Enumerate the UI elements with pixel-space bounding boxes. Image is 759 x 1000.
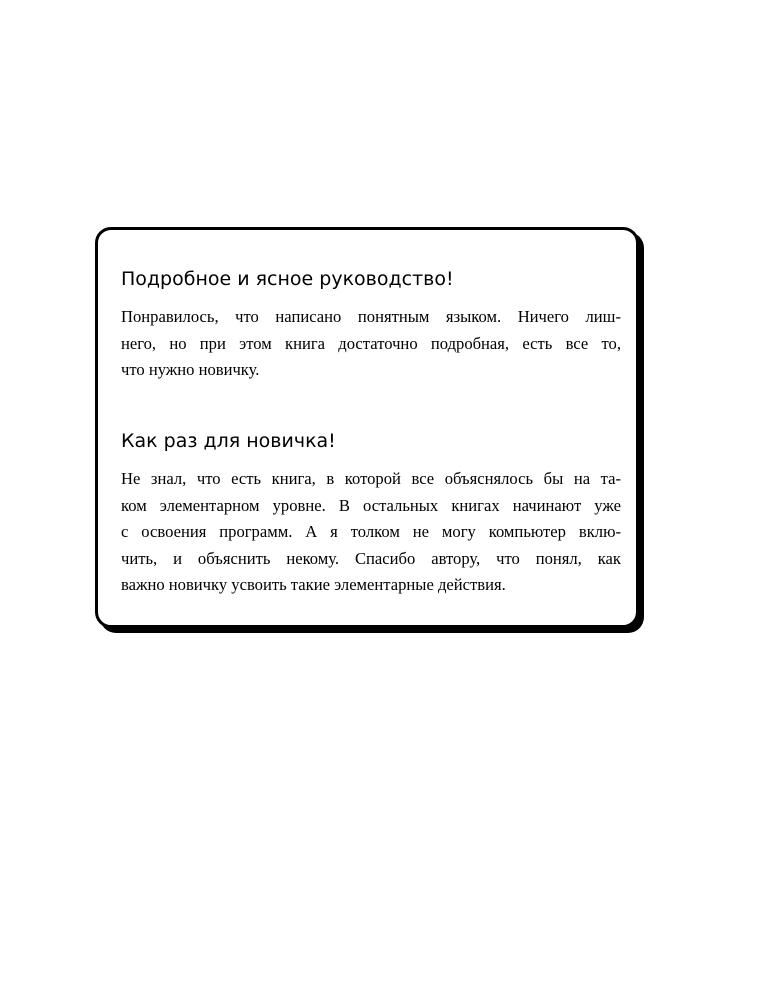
reviews-box xyxy=(95,227,639,628)
review-text xyxy=(121,304,621,384)
review-text xyxy=(121,466,621,599)
review-text-line: чить, и объяснить некому. Спасибо автору, что понял, как xyxy=(121,548,621,568)
review-title: Подробное и ясное руководство! xyxy=(121,268,454,290)
review-1 xyxy=(121,266,621,384)
review-text-line: что нужно новичку. xyxy=(121,360,260,379)
review-text-line: с освоения программ. А я толком не могу компьютер вклю- xyxy=(121,522,621,541)
review-text-line: Понравилось, что написано понятным языком. Ничего лиш- xyxy=(121,307,621,326)
review-text-line: ком элементарном уровне. В остальных книгах начинают уже xyxy=(121,495,621,515)
review-text-line: Не знал, что есть книга, в которой все объяснялось бы на та- xyxy=(121,469,621,488)
review-text-line: него, но при этом книга достаточно подробная, есть все то, xyxy=(121,333,621,353)
review-text-line: важно новичку усвоить такие элементарные действия. xyxy=(121,575,506,594)
review-2 xyxy=(121,428,621,599)
review-title: Как раз для новичка! xyxy=(121,430,336,452)
